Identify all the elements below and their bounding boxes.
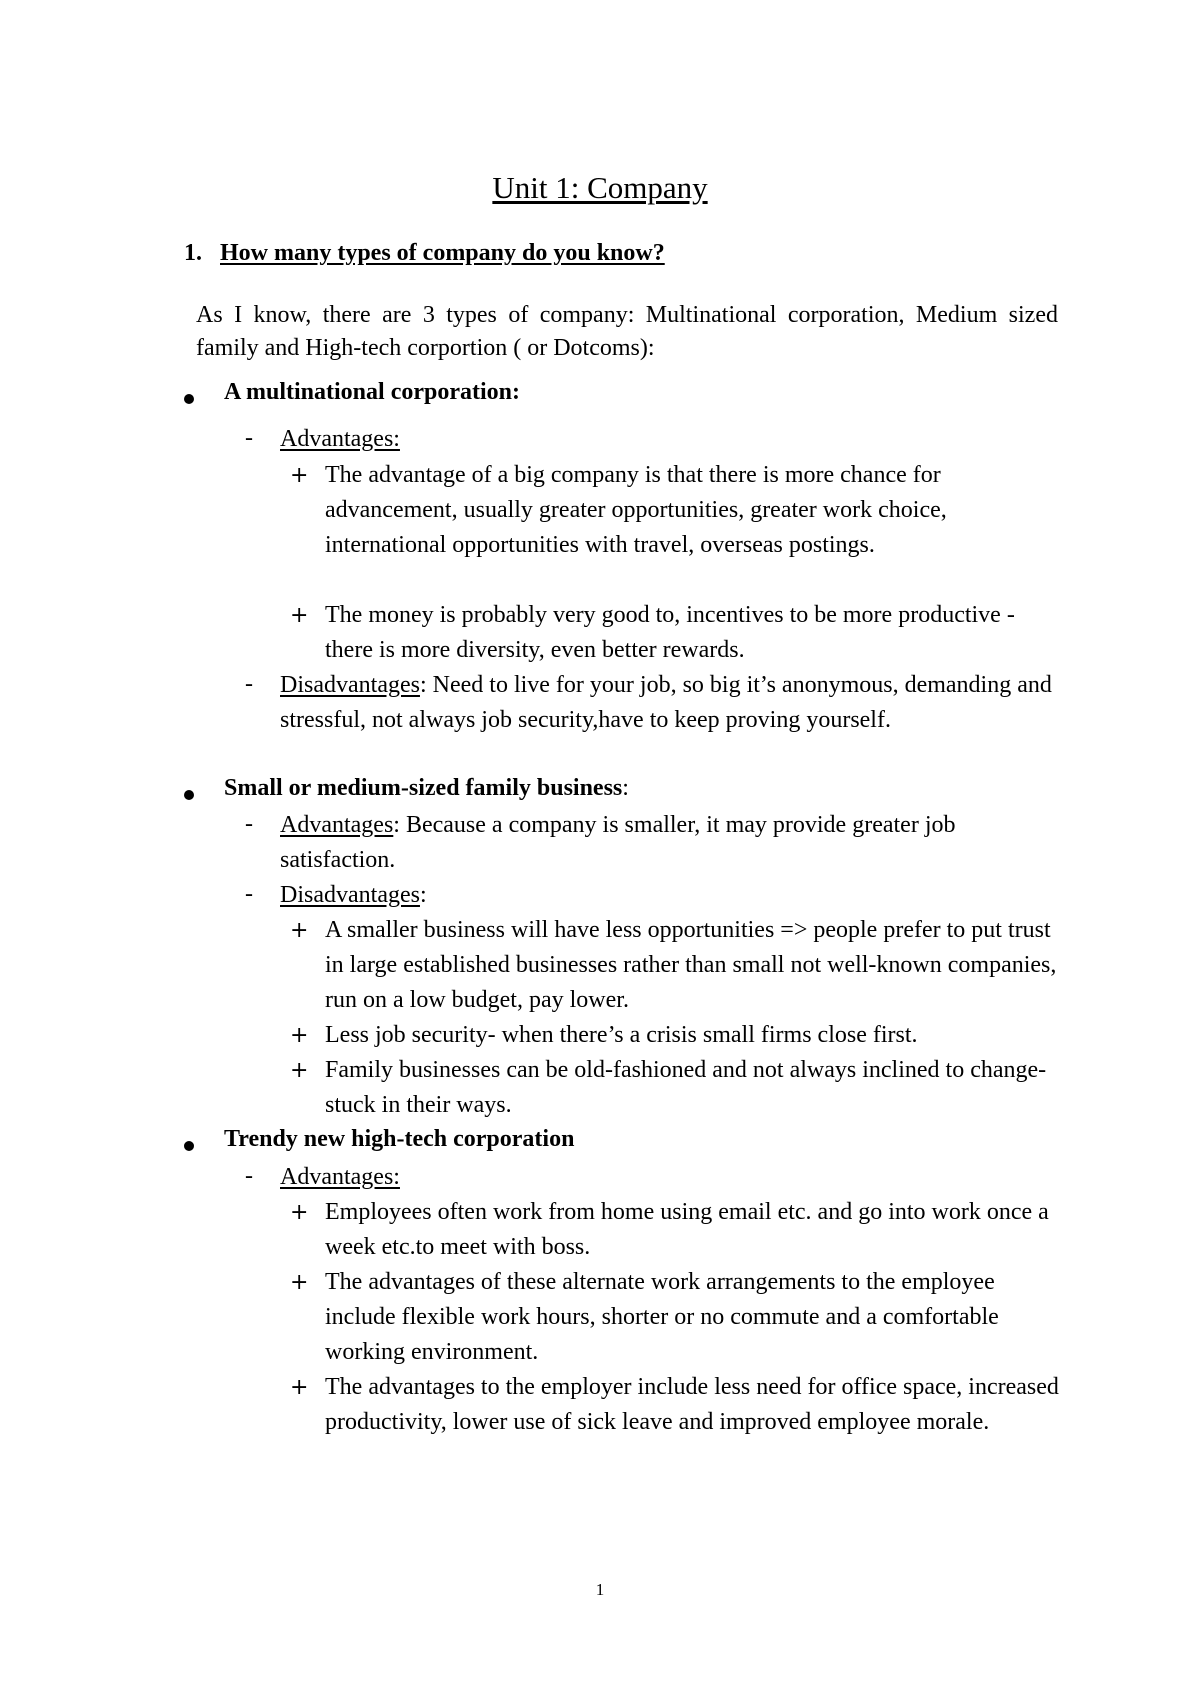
page-number: 1: [595, 1580, 605, 1599]
plus-marker: +: [290, 1023, 309, 1048]
plus-marker: +: [290, 1375, 309, 1400]
question-heading: [184, 240, 665, 267]
bullet-icon: [184, 1141, 194, 1151]
list-item: The advantages of these alternate work arrangements to the employee include flexible work hours, shorter or no commute and a comfortable working environment.: [325, 1269, 999, 1365]
disadvantages-colon: :: [419, 882, 427, 908]
advantages-label: Advantages: [280, 812, 394, 838]
section-heading-high-tech: Trendy new high-tech corporation: [224, 1126, 575, 1152]
list-item: Family businesses can be old-fashioned and not always inclined to change- stuck in their ways.: [325, 1057, 1047, 1118]
advantages-label-high-tech: [280, 1160, 1060, 1195]
list-item: A smaller business will have less opportunities => people prefer to put trust in large established businesses rather than small not well-known companies, run on a low budget, pay lower.: [325, 917, 1057, 1013]
advantages-family-business: [280, 808, 1060, 878]
list-item: Less job security- when there’s a crisis small firms close first.: [325, 1022, 918, 1048]
disadvantages-text: : Need to live for your job, so big it’s anonymous, demanding and stressful, not always job security,have to keep proving yourself.: [280, 672, 1052, 733]
plus-marker: +: [290, 603, 309, 628]
section-heading-colon: :: [622, 775, 629, 801]
disadvantages-label: Disadvantages: [280, 882, 420, 908]
disadvantages-multinational: [280, 668, 1060, 738]
bullet-icon: [184, 790, 194, 800]
dash-marker: -: [245, 811, 253, 837]
advantages-label: Advantages:: [280, 426, 400, 452]
dash-marker: -: [245, 1163, 253, 1189]
plus-marker: +: [290, 1200, 309, 1225]
plus-marker: +: [290, 918, 309, 943]
intro-paragraph: As I know, there are 3 types of company: Multinational corporation, Medium sized family and High-tech corportion ( or Dotcoms):: [196, 302, 1058, 361]
disadvantages-label: Disadvantages: [280, 672, 420, 698]
advantages-text: : Because a company is smaller, it may provide greater job satisfaction.: [280, 812, 956, 873]
dash-marker: -: [245, 881, 253, 907]
advantages-label-multinational: [280, 422, 1060, 457]
question-number: 1.: [184, 240, 202, 266]
bullet-icon: [184, 394, 194, 404]
section-heading-text: Small or medium-sized family business: [224, 775, 623, 801]
page-title: Unit 1: Company: [492, 170, 708, 205]
advantages-label: Advantages:: [280, 1164, 400, 1190]
plus-marker: +: [290, 463, 309, 488]
list-item: Employees often work from home using email etc. and go into work once a week etc.to meet with boss.: [325, 1199, 1049, 1260]
list-item: The advantage of a big company is that there is more chance for advancement, usually greater opportunities, greater work choice, international opportunities with travel, overseas postings.: [325, 462, 947, 558]
plus-marker: +: [290, 1270, 309, 1295]
section-heading-family-business: [224, 775, 629, 802]
plus-marker: +: [290, 1058, 309, 1083]
dash-marker: -: [245, 671, 253, 697]
list-item: The advantages to the employer include less need for office space, increased productivity, lower use of sick leave and improved employee morale.: [325, 1374, 1059, 1435]
dash-marker: -: [245, 425, 253, 451]
question-text: How many types of company do you know?: [220, 240, 665, 266]
list-item: The money is probably very good to, incentives to be more productive - there is more diversity, even better rewards.: [325, 602, 1015, 663]
disadvantages-family-business: [280, 878, 1060, 913]
section-heading-multinational: A multinational corporation:: [224, 379, 521, 405]
